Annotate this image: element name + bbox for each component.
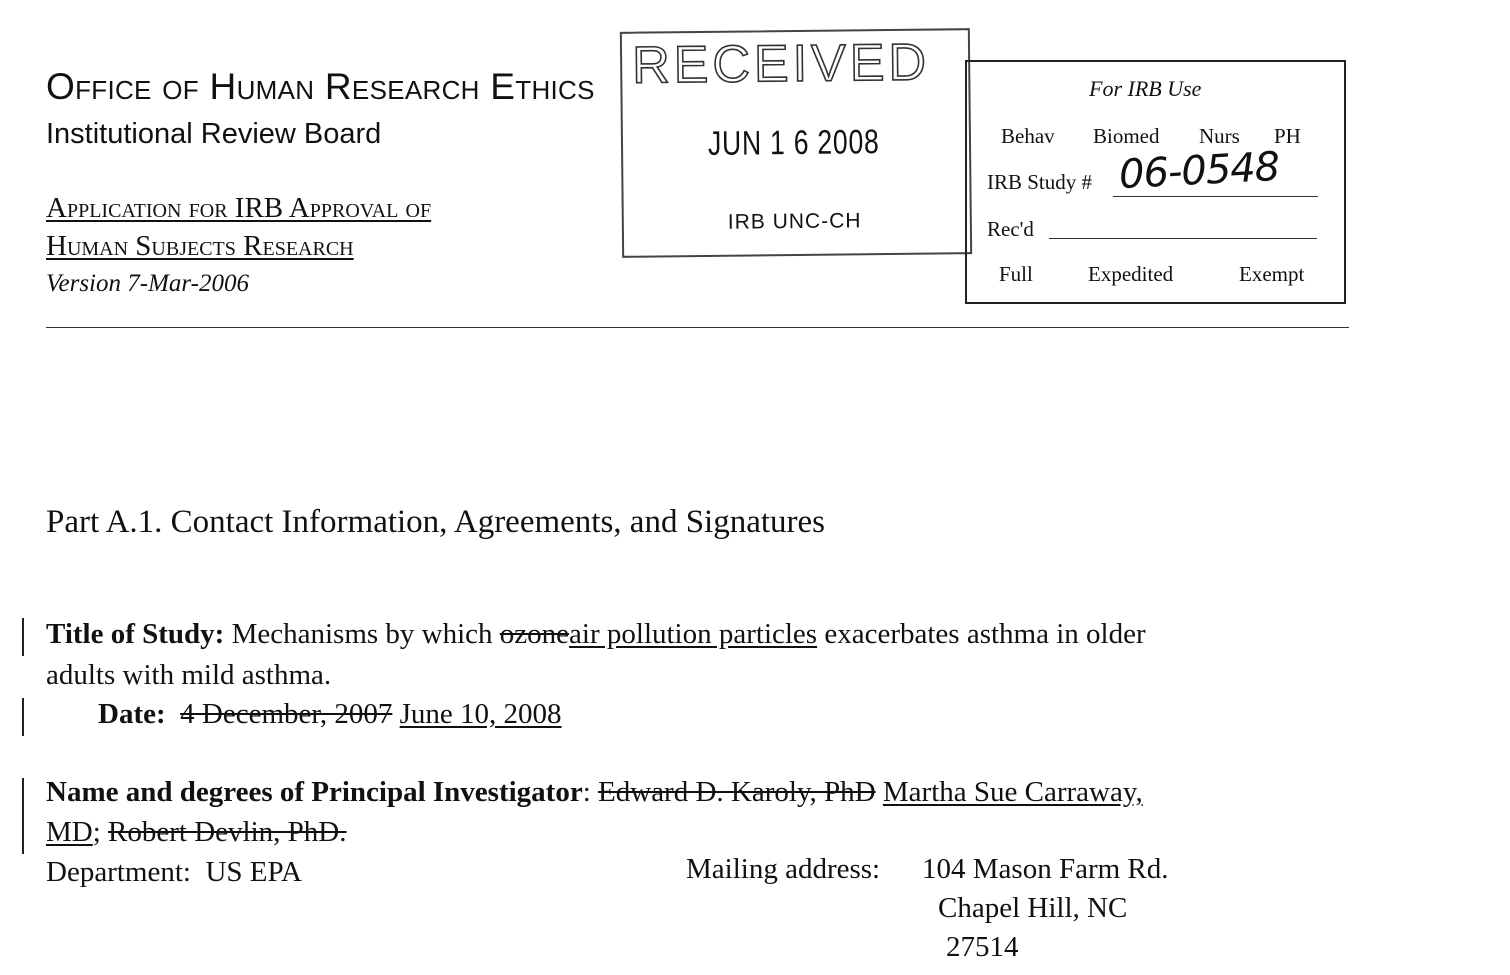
board-subtitle: Institutional Review Board <box>46 118 382 150</box>
pi-line1: Name and degrees of Principal Investigator: Edward D. Karoly, PhD Martha Sue Carraway, <box>46 776 1143 808</box>
change-bar-pi <box>22 778 24 854</box>
received-stamp <box>620 28 972 258</box>
study-date-deleted: 4 December, 2007 <box>180 698 393 730</box>
mailing-address-line3: 27514 <box>946 931 1019 963</box>
mailing-address-line2: Chapel Hill, NC <box>938 892 1128 924</box>
study-title-end: exacerbates asthma in older <box>824 618 1146 650</box>
pi-deleted-name2: Robert Devlin, PhD. <box>108 816 347 848</box>
irb-study-number-handwritten: 06-0548 <box>1117 143 1281 199</box>
received-label: Rec'd <box>987 217 1034 241</box>
stamp-date: JUN 1 6 2008 <box>707 123 880 163</box>
application-title-line1: Application for IRB Approval of <box>46 192 432 224</box>
category-ph: PH <box>1274 124 1301 148</box>
study-date-line <box>98 698 562 731</box>
pi-line2: MD; Robert Devlin, PhD. <box>46 816 347 848</box>
department-value: US EPA <box>205 856 302 888</box>
category-behav: Behav <box>1001 124 1055 148</box>
stamp-organization: IRB UNC-CH <box>727 209 862 234</box>
pi-label: Name and degrees of Principal Investigator <box>46 776 583 808</box>
study-title-inserted: air pollution particles <box>569 618 818 650</box>
study-title-start: Mechanisms by which <box>231 618 493 650</box>
mailing-address-line1: 104 Mason Farm Rd. <box>922 853 1169 885</box>
mailing-address-label: Mailing address: <box>686 853 881 885</box>
pi-inserted-name: Martha Sue Carraway, <box>882 776 1143 808</box>
header-divider <box>46 327 1349 328</box>
office-title: Office of Human Research Ethics <box>46 66 595 107</box>
pi-deleted-name: Edward D. Karoly, PhD <box>598 776 876 808</box>
change-bar-title <box>22 618 24 656</box>
study-title-line1 <box>46 618 1146 651</box>
change-bar-date <box>22 698 24 736</box>
review-exempt: Exempt <box>1239 262 1305 286</box>
review-full: Full <box>999 262 1033 286</box>
irb-study-label: IRB Study # <box>987 170 1093 194</box>
irb-use-box <box>965 60 1346 304</box>
study-title-line2: adults with mild asthma. <box>46 659 332 691</box>
study-date-label: Date: <box>98 698 166 730</box>
part-heading: Part A.1. Contact Information, Agreements, and Signatures <box>46 504 826 540</box>
category-biomed: Biomed <box>1093 124 1160 148</box>
stamp-received-word: RECEIVED <box>631 33 931 95</box>
study-title-label: Title of Study: <box>46 618 225 650</box>
department-line <box>46 856 302 889</box>
received-line <box>1049 238 1317 239</box>
review-expedited: Expedited <box>1088 262 1174 286</box>
department-label: Department: <box>46 856 191 888</box>
application-title-line2: Human Subjects Research <box>46 230 354 262</box>
category-nurs: Nurs <box>1199 124 1240 148</box>
study-title-deleted: ozone <box>499 618 570 650</box>
study-date-inserted: June 10, 2008 <box>399 698 562 730</box>
form-version: Version 7-Mar-2006 <box>46 270 249 297</box>
irb-use-title: For IRB Use <box>1089 76 1202 101</box>
pi-inserted-degree: MD <box>46 816 93 848</box>
